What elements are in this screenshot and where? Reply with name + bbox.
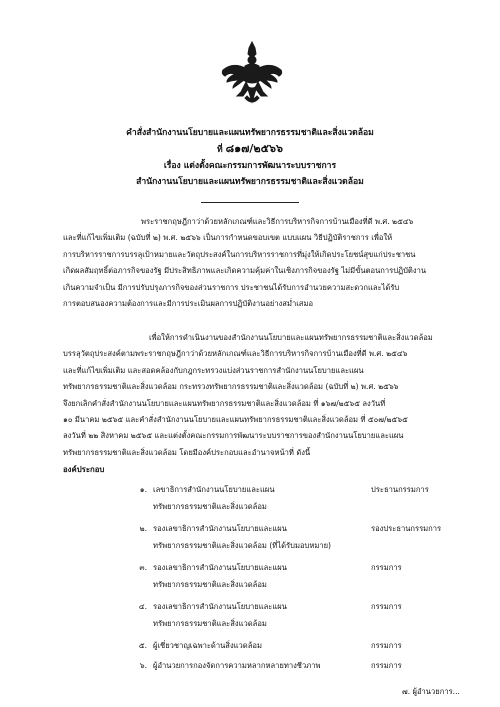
paragraph-line: เกินความจำเป็น มีการปรับปรุงภารกิจของส่วนราชการ ประชาชนได้รับการอำนวยความสะดวกและได้รับ bbox=[63, 282, 400, 292]
item-role: กรรมการ bbox=[371, 602, 402, 611]
item-number: ๖. bbox=[139, 661, 147, 670]
item-title: ผู้เชี่ยวชาญเฉพาะด้านสิ่งแวดล้อม bbox=[153, 641, 262, 650]
item-role: กรรมการ bbox=[371, 661, 402, 670]
paragraph-2 bbox=[63, 330, 443, 461]
item-number: ๔. bbox=[138, 602, 147, 611]
subject-line-2: สำนักงานนโยบายและแผนทรัพยากรธรรมชาติและสิ่งแวดล้อม bbox=[136, 177, 364, 187]
item-role: รองประธานกรรมการ bbox=[371, 524, 442, 533]
item-title: ผู้อำนวยการกองจัดการความหลากหลายทางชีวภาพ bbox=[153, 661, 321, 670]
item-number: ๕. bbox=[138, 641, 147, 650]
subject-line bbox=[0, 160, 500, 172]
paragraph-line: ทรัพยากรธรรมชาติและสิ่งแวดล้อม กระทรวงทรัพยากรธรรมชาติและสิ่งแวดล้อม (ฉบับที่ ๒) พ.ศ. ๒๕๖๖ bbox=[63, 382, 399, 392]
item-number: ๑. bbox=[139, 485, 147, 494]
item-number: ๓. bbox=[139, 563, 147, 572]
paragraph-line: ๑๐ มีนาคม ๒๕๖๕ และคำสั่งสำนักงานนโยบายและแผนทรัพยากรธรรมชาติและสิ่งแวดล้อม ที่ ๕๐๗/๒๕๖๕ bbox=[63, 414, 408, 424]
item-role: กรรมการ bbox=[371, 641, 402, 650]
order-number-line bbox=[0, 143, 500, 156]
subject-label: เรื่อง bbox=[163, 161, 181, 171]
item-title: รองเลขาธิการสำนักงานนโยบายและแผน bbox=[153, 524, 287, 533]
paragraph-line: และที่แก้ไขเพิ่มเติม (ฉบับที่ ๒) พ.ศ. ๒๕๖๖ เป็นการกำหนดขอบเขต แบบแผน วิธีปฏิบัติราชการ เพื่อให้ bbox=[63, 233, 393, 243]
item-title-cont: ทรัพยากรธรรมชาติและสิ่งแวดล้อม (ที่ได้รับมอบหมาย) bbox=[153, 541, 332, 550]
page-continuation: ๗. ผู้อำนวยการ... bbox=[402, 687, 460, 696]
garuda-emblem-icon bbox=[219, 40, 285, 108]
order-title: คำสั่งสำนักงานนโยบายและแผนทรัพยากรธรรมชาติและสิ่งแวดล้อม bbox=[126, 128, 374, 138]
item-title-cont: ทรัพยากรธรรมชาติและสิ่งแวดล้อม bbox=[153, 619, 267, 628]
item-title: รองเลขาธิการสำนักงานนโยบายและแผน bbox=[153, 602, 287, 611]
item-role: ประธานกรรมการ bbox=[371, 485, 429, 494]
order-number-prefix: ที่ bbox=[217, 145, 223, 155]
paragraph-1 bbox=[63, 214, 443, 312]
header-divider bbox=[201, 202, 299, 203]
paragraph-line: การตอบสนองความต้องการและมีการประเมินผลการปฏิบัติงานอย่างสม่ำเสมอ bbox=[63, 298, 314, 308]
paragraph-line: และที่แก้ไขเพิ่มเติม และสอดคล้องกับกฎกระทรวงแบ่งส่วนราชการสำนักงานนโยบายและแผน bbox=[63, 365, 364, 375]
item-title-cont: ทรัพยากรธรรมชาติและสิ่งแวดล้อม bbox=[153, 580, 267, 589]
composition-heading: องค์ประกอบ bbox=[63, 465, 105, 474]
item-role: กรรมการ bbox=[371, 563, 402, 572]
paragraph-line: เกิดผลสัมฤทธิ์ต่อภารกิจของรัฐ มีประสิทธิภาพและเกิดความคุ้มค่าในเชิงภารกิจของรัฐ ไม่มีขั้นตอนการปฏิบัติงาน bbox=[63, 266, 427, 276]
item-title: เลขาธิการสำนักงานนโยบายและแผน bbox=[153, 485, 275, 494]
item-title: รองเลขาธิการสำนักงานนโยบายและแผน bbox=[153, 563, 287, 572]
paragraph-line: จึงยกเลิกคำสั่งสำนักงานนโยบายและแผนทรัพยากรธรรมชาติและสิ่งแวดล้อม ที่ ๑๖๗/๒๕๖๕ ลงวันที่ bbox=[63, 398, 386, 408]
subject-text: แต่งตั้งคณะกรรมการพัฒนาระบบราชการ bbox=[183, 161, 337, 171]
order-number: ๘๑๗/๒๕๖๖ bbox=[225, 142, 283, 155]
paragraph-line: บรรลุวัตถุประสงค์ตามพระราชกฤษฎีกาว่าด้วยหลักเกณฑ์และวิธีการบริหารกิจการบ้านเมืองที่ดี พ.ศ. ๒๕๔๖ bbox=[63, 349, 408, 359]
paragraph-line: การบริหารราชการบรรลุเป้าหมายและวัตถุประสงค์ในการบริหารราชการที่มุ่งให้เกิดประโยชน์สุขแก่ประชาชน bbox=[63, 249, 416, 259]
paragraph-line: ลงวันที่ ๒๒ สิงหาคม ๒๕๖๕ และแต่งตั้งคณะกรรมการพัฒนาระบบราชการของสำนักงานนโยบายและแผน bbox=[63, 431, 404, 441]
item-number: ๒. bbox=[139, 524, 147, 533]
paragraph-line: เพื่อให้การดำเนินงานของสำนักงานนโยบายและแผนทรัพยากรธรรมชาติและสิ่งแวดล้อม bbox=[149, 333, 433, 342]
paragraph-line: พระราชกฤษฎีกาว่าด้วยหลักเกณฑ์และวิธีการบริหารกิจการบ้านเมืองที่ดี พ.ศ. ๒๕๔๖ bbox=[141, 217, 414, 226]
item-title-cont: ทรัพยากรธรรมชาติและสิ่งแวดล้อม bbox=[153, 502, 267, 511]
paragraph-line: ทรัพยากรธรรมชาติและสิ่งแวดล้อม โดยมีองค์ประกอบและอำนาจหน้าที่ ดังนี้ bbox=[63, 447, 311, 457]
